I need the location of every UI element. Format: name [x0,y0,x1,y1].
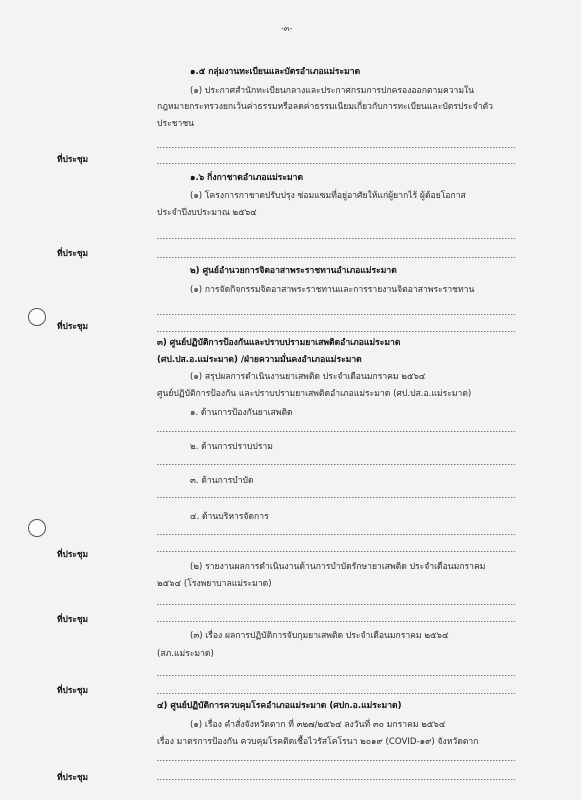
dotted-line [157,331,515,332]
dotted-line [157,675,515,676]
punch-hole-top [28,308,46,326]
meeting-label: ที่ประชุม [57,154,89,164]
meeting-label: ที่ประชุม [57,321,89,331]
heading-1-5: ๑.๕ กลุ่มงานทะเบียนและบัตรอำเภอแม่ระมาด [190,67,361,77]
dotted-line [157,604,515,605]
meeting-label: ที่ประชุม [57,685,89,695]
text-3-1-line2: ศูนย์ปฏิบัติการป้องกัน และปราบปรามยาเสพติดอำเภอแม่ระมาด (ศป.ปส.อ.แม่ระมาด) [157,389,472,399]
heading-3-line2: (ศป.ปส.อ.แม่ระมาด) /ฝ่ายความมั่นคงอำเภอแม่ระมาด [157,355,362,365]
page-number: -๓- [281,24,293,33]
punch-hole-bottom [28,519,46,537]
text-2-line1: (๑) การจัดกิจกรรมจิตอาสาพระราชทานและการรายงานจิตอาสาพระราชทาน [190,285,475,295]
heading-4: ๔) ศูนย์ปฏิบัติการควบคุมโรคอำเภอแม่ระมาด (ศปก.อ.แม่ระมาด) [157,701,402,711]
heading-2: ๒) ศูนย์อำนวยการจิตอาสาพระราชทานอำเภอแม่ระมาด [190,266,397,276]
meeting-label: ที่ประชุม [57,772,89,782]
text-1-6-line1: (๑) โครงการกาชาดปรับปรุง ซ่อมแซมที่อยู่อาศัยให้แก่ผู้ยากไร้ ผู้ด้อยโอกาส [190,191,466,201]
text-1-5-line2: กฎหมายกระทรวงยกเว้นค่าธรรมหรือลดค่าธรรมเนียมเกี่ยวกับการทะเบียนและบัตรประจำตัว [157,102,493,112]
dotted-line [157,147,515,148]
text-3-3-line1: (๓) เรื่อง ผลการปฏิบัติการจับกุมยาเสพติด ประจำเดือนมกราคม ๒๕๖๔ [190,631,449,641]
heading-1-6: ๑.๖ กิ่งกาชาดอำเภอแม่ระมาด [190,173,304,183]
text-3-1-line1: (๑) สรุปผลการดำเนินงานยาเสพติด ประจำเดือนมกราคม ๒๕๖๔ [190,372,426,382]
text-3-2-line2: ๒๕๖๔ (โรงพยาบาลแม่ระมาด) [157,579,272,589]
text-1-5-line1: (๑) ประกาศสำนักทะเบียนกลางและประกาศกรมการปกครองออกตามความใน [190,86,475,96]
text-1-6-line2: ประจำปีงบประมาณ ๒๕๖๔ [157,208,257,218]
meeting-label: ที่ประชุม [57,614,89,624]
text-3-sub1: ๑. ด้านการป้องกันยาเสพติด [190,408,293,418]
dotted-line [157,238,515,239]
heading-3-line1: ๓) ศูนย์ปฏิบัติการป้องกันและปราบปรามยาเสพติดอำเภอแม่ระมาด [157,338,401,348]
text-3-sub2: ๒. ด้านการปราบปราม [190,442,273,452]
meeting-label: ที่ประชุม [57,248,89,258]
dotted-line [157,497,515,498]
dotted-line [157,464,515,465]
dotted-line [157,779,515,780]
text-1-5-line3: ประชาชน [157,119,195,129]
text-4-1-line2: เรื่อง มาตรการป้องกัน ควบคุมโรคติดเชื้อไวรัสโคโรนา ๒๐๑๙ (COVID-๑๙) จังหวัดตาก [157,737,479,747]
meeting-label: ที่ประชุม [57,549,89,559]
dotted-line [157,693,515,694]
text-3-3-line2: (สภ.แม่ระมาด) [157,649,214,659]
dotted-line [157,163,515,164]
text-3-sub4: ๔. ด้านบริหารจัดการ [190,512,269,522]
text-3-2-line1: (๒) รายงานผลการดำเนินงานด้านการบำบัดรักษายาเสพติด ประจำเดือนมกราคม [190,562,486,572]
text-4-1-line1: (๑) เรื่อง คำสั่งจังหวัดตาก ที่ ๓๒๗/๒๕๖๔ ลงวันที่ ๓๐ มกราคม ๒๕๖๔ [190,720,446,730]
text-3-sub3: ๓. ด้านการบำบัด [190,476,254,486]
dotted-line [157,431,515,432]
dotted-line [157,314,515,315]
dotted-line [157,621,515,622]
dotted-line [157,551,515,552]
dotted-line [157,257,515,258]
dotted-line [157,534,515,535]
dotted-line [157,760,515,761]
